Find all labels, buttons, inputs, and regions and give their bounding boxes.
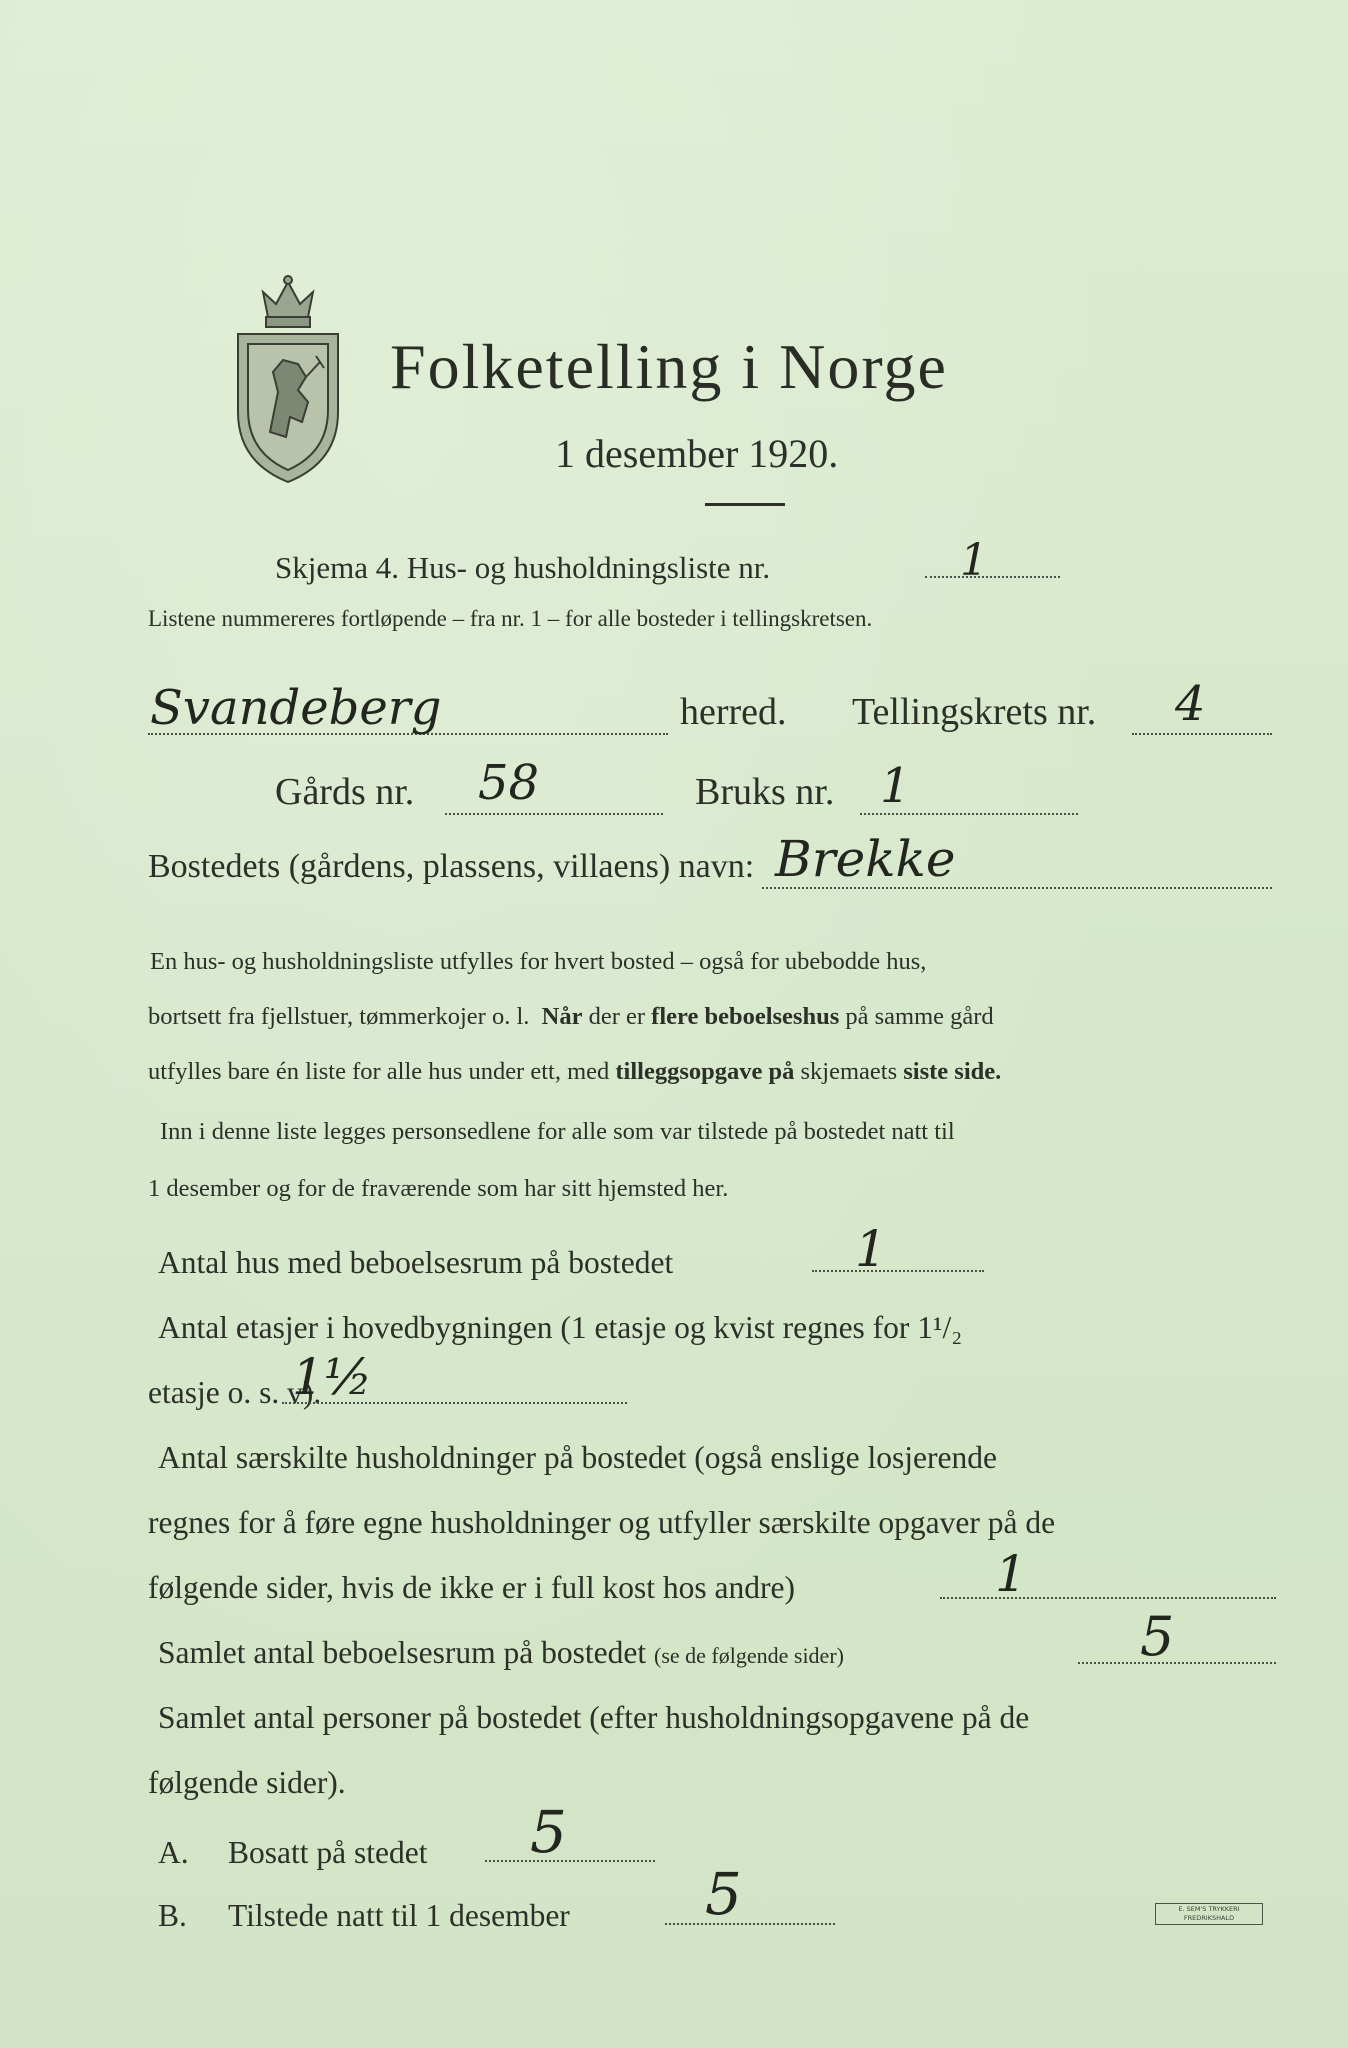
q-husholdninger-value-line: [940, 1597, 1276, 1599]
q-beboelsesrum-label: Samlet antal beboelsesrum på bostedet (se de følgende sider): [158, 1635, 844, 1670]
schema-nr-line: [925, 576, 1060, 578]
q-tilstede-label: Tilstede natt til 1 desember: [228, 1898, 570, 1933]
bruks-label: Bruks nr.: [695, 771, 835, 813]
census-date: 1 desember 1920.: [555, 431, 839, 476]
info-para-2-line-2: 1 desember og for de fraværende som har sitt hjemsted her.: [148, 1175, 729, 1202]
q-husholdninger-line-1: Antal særskilte husholdninger på bostedet (også enslige losjerende: [158, 1440, 997, 1475]
norway-coat-of-arms-icon: [228, 272, 348, 487]
numbering-note: Listene nummereres fortløpende – fra nr. 1 – for alle bosteder i tellingskretsen.: [148, 606, 873, 631]
q-bosatt-line: [485, 1860, 655, 1862]
q-tilstede-value: 5: [705, 1860, 742, 1928]
info-para-2-line-1: Inn i denne liste legges personsedlene for alle som var tilstede på bostedet natt til: [160, 1118, 955, 1145]
q-bosatt-letter: A.: [158, 1835, 189, 1870]
page-title: Folketelling i Norge: [390, 331, 948, 402]
q-beboelsesrum-value: 5: [1140, 1605, 1175, 1668]
q-personer-line-1: Samlet antal personer på bostedet (efter husholdningsopgavene på de: [158, 1700, 1030, 1735]
krets-line: [1132, 733, 1272, 735]
herred-value: Svandeberg: [150, 680, 442, 736]
q-etasjer-value: 1½: [292, 1348, 373, 1406]
krets-label: Tellingskrets nr.: [852, 691, 1097, 733]
gards-value: 58: [478, 755, 540, 811]
q-husholdninger-value: 1: [995, 1545, 1027, 1603]
q-bosatt-value: 5: [530, 1798, 567, 1866]
divider: [705, 503, 785, 506]
schema-nr-value: 1: [960, 535, 988, 586]
bosted-label: Bostedets (gårdens, plassens, villaens) navn:: [148, 848, 755, 885]
q-tilstede-line: [665, 1923, 835, 1925]
q-antal-hus-value: 1: [855, 1220, 887, 1278]
gards-line: [445, 813, 663, 815]
schema-label: Skjema 4. Hus- og husholdningsliste nr.: [275, 550, 771, 585]
q-tilstede-letter: B.: [158, 1898, 187, 1933]
q-personer-line-2: følgende sider).: [148, 1765, 346, 1800]
info-para-1-line-2: bortsett fra fjellstuer, tømmerkojer o. l. Når der er flere beboelseshus på samme gård: [148, 1003, 994, 1030]
q-husholdninger-line-2: regnes for å føre egne husholdninger og utfyller særskilte opgaver på de: [148, 1505, 1056, 1540]
herred-label: herred.: [680, 691, 787, 733]
q-etasjer-line-1: Antal etasjer i hovedbygningen (1 etasje og kvist regnes for 1¹/₂: [158, 1310, 963, 1345]
q-etasjer-line-2: etasje o. s. v).: [148, 1375, 322, 1410]
q-husholdninger-line-3: følgende sider, hvis de ikke er i full kost hos andre): [148, 1570, 795, 1605]
q-antal-hus-label: Antal hus med beboelsesrum på bostedet: [158, 1245, 674, 1280]
bosted-value: Brekke: [775, 830, 956, 888]
q-beboelsesrum-line: [1078, 1662, 1276, 1664]
q-bosatt-label: Bosatt på stedet: [228, 1835, 428, 1870]
printer-stamp: E. SEM'S TRYKKERI FREDRIKSHALD: [1155, 1903, 1263, 1925]
bruks-value: 1: [880, 758, 911, 814]
krets-value: 4: [1175, 676, 1206, 732]
info-para-1-line-1: En hus- og husholdningsliste utfylles for hvert bosted – også for ubebodde hus,: [150, 948, 927, 975]
q-antal-hus-line: [812, 1270, 984, 1272]
gards-label: Gårds nr.: [275, 771, 415, 813]
info-para-1-line-3: utfylles bare én liste for alle hus under ett, med tilleggsopgave på skjemaets siste side.: [148, 1058, 1002, 1085]
